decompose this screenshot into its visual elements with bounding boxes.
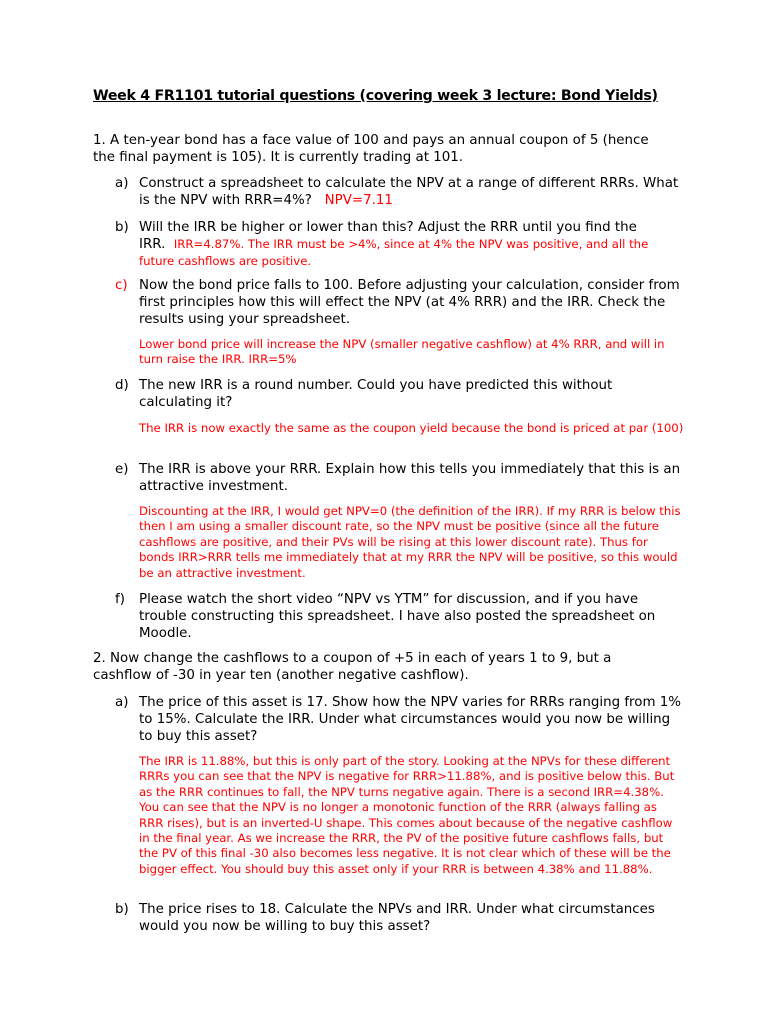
question-2b-label: b) [115,902,129,917]
question-1a-label: a) [115,176,129,191]
answer-1e: Discounting at the IRR, I would get NPV=0 (the definition of the IRR). If my RRR is below this then I am using a smaller discount rate, so the NPV must be positive (since all the future cashflows are positive, and their PVs will be rising at this lower discount rate). Thus for bonds IRR>RRR tells me immediately that at my RRR the NPV will be positive, so this would be an attractive investment. [139,504,681,580]
question-1c [115,277,685,328]
answer-1d: The IRR is now exactly the same as the coupon yield because the bond is priced at par (100) [139,421,684,435]
answer-2a: The IRR is 11.88%, but this is only part of the story. Looking at the NPVs for these different RRRs you can see that the NPV is negative for RRR>11.88%, and is positive below this. But as the RRR continues to fall, the NPV turns negative again. There is a second IRR=4.38%. You can see that the NPV is no longer a monotonic function of the RRR (always falling as RRR rises), but is an inverted-U shape. This comes about because of the negative cashflow in the final year. As we increase the RRR, the PV of the positive future cashflows falls, but the PV of this final -30 also becomes less negative. It is not clear which of these will be the bigger effect. You should buy this asset only if your RRR is between 4.38% and 11.88%. [139,754,675,876]
question-1f-text: Please watch the short video “NPV vs YTM” for discussion, and if you have trouble constructing this spreadsheet. I have also posted the spreadsheet on Moodle. [139,592,656,641]
question-2b [115,901,685,935]
question-1d-label: d) [115,378,129,393]
question-1a [115,175,685,209]
question-1a-text: Construct a spreadsheet to calculate the NPV at a range of different RRRs. What is the NPV with RRR=4%? [139,176,679,208]
question-1f-label: f) [115,592,125,607]
question-1d [115,377,685,411]
question-1e-label: e) [115,462,129,477]
question-1e [115,461,685,495]
document-title: Week 4 FR1101 tutorial questions (covering week 3 lecture: Bond Yields) [93,88,658,104]
question-1e-text: The IRR is above your RRR. Explain how this tells you immediately that this is an attractive investment. [139,462,681,494]
question-1f [115,591,685,642]
question-1-intro: 1. A ten-year bond has a face value of 100 and pays an annual coupon of 5 (hence the final payment is 105). It is currently trading at 101. [93,133,649,165]
question-2a-text: The price of this asset is 17. Show how the NPV varies for RRRs ranging from 1% to 15%. Calculate the IRR. Under what circumstances would you now be willing to buy this asset? [139,695,681,744]
answer-1c: Lower bond price will increase the NPV (smaller negative cashflow) at 4% RRR, and will in turn raise the IRR. IRR=5% [139,337,665,367]
question-2b-text: The price rises to 18. Calculate the NPVs and IRR. Under what circumstances would you now be willing to buy this asset? [139,902,655,934]
answer-1b: IRR=4.87%. The IRR must be >4%, since at 4% the NPV was positive, and all the future cashflows are positive. [139,237,649,268]
question-1c-label: c) [115,278,128,293]
question-2-intro: 2. Now change the cashflows to a coupon of +5 in each of years 1 to 9, but a cashflow of -30 in year ten (another negative cashflow). [93,651,612,683]
question-1d-text: The new IRR is a round number. Could you have predicted this without calculating it? [139,378,613,410]
question-1c-text: Now the bond price falls to 100. Before adjusting your calculation, consider from first principles how this will effect the NPV (at 4% RRR) and the IRR. Check the results using your spreadsheet. [139,278,680,327]
question-1b [115,219,685,270]
question-2a [115,694,685,745]
question-2a-label: a) [115,695,129,710]
question-1b-text: Will the IRR be higher or lower than this? Adjust the RRR until you find the IRR. [139,220,637,252]
question-1b-label: b) [115,220,129,235]
answer-1a: NPV=7.11 [324,193,393,208]
